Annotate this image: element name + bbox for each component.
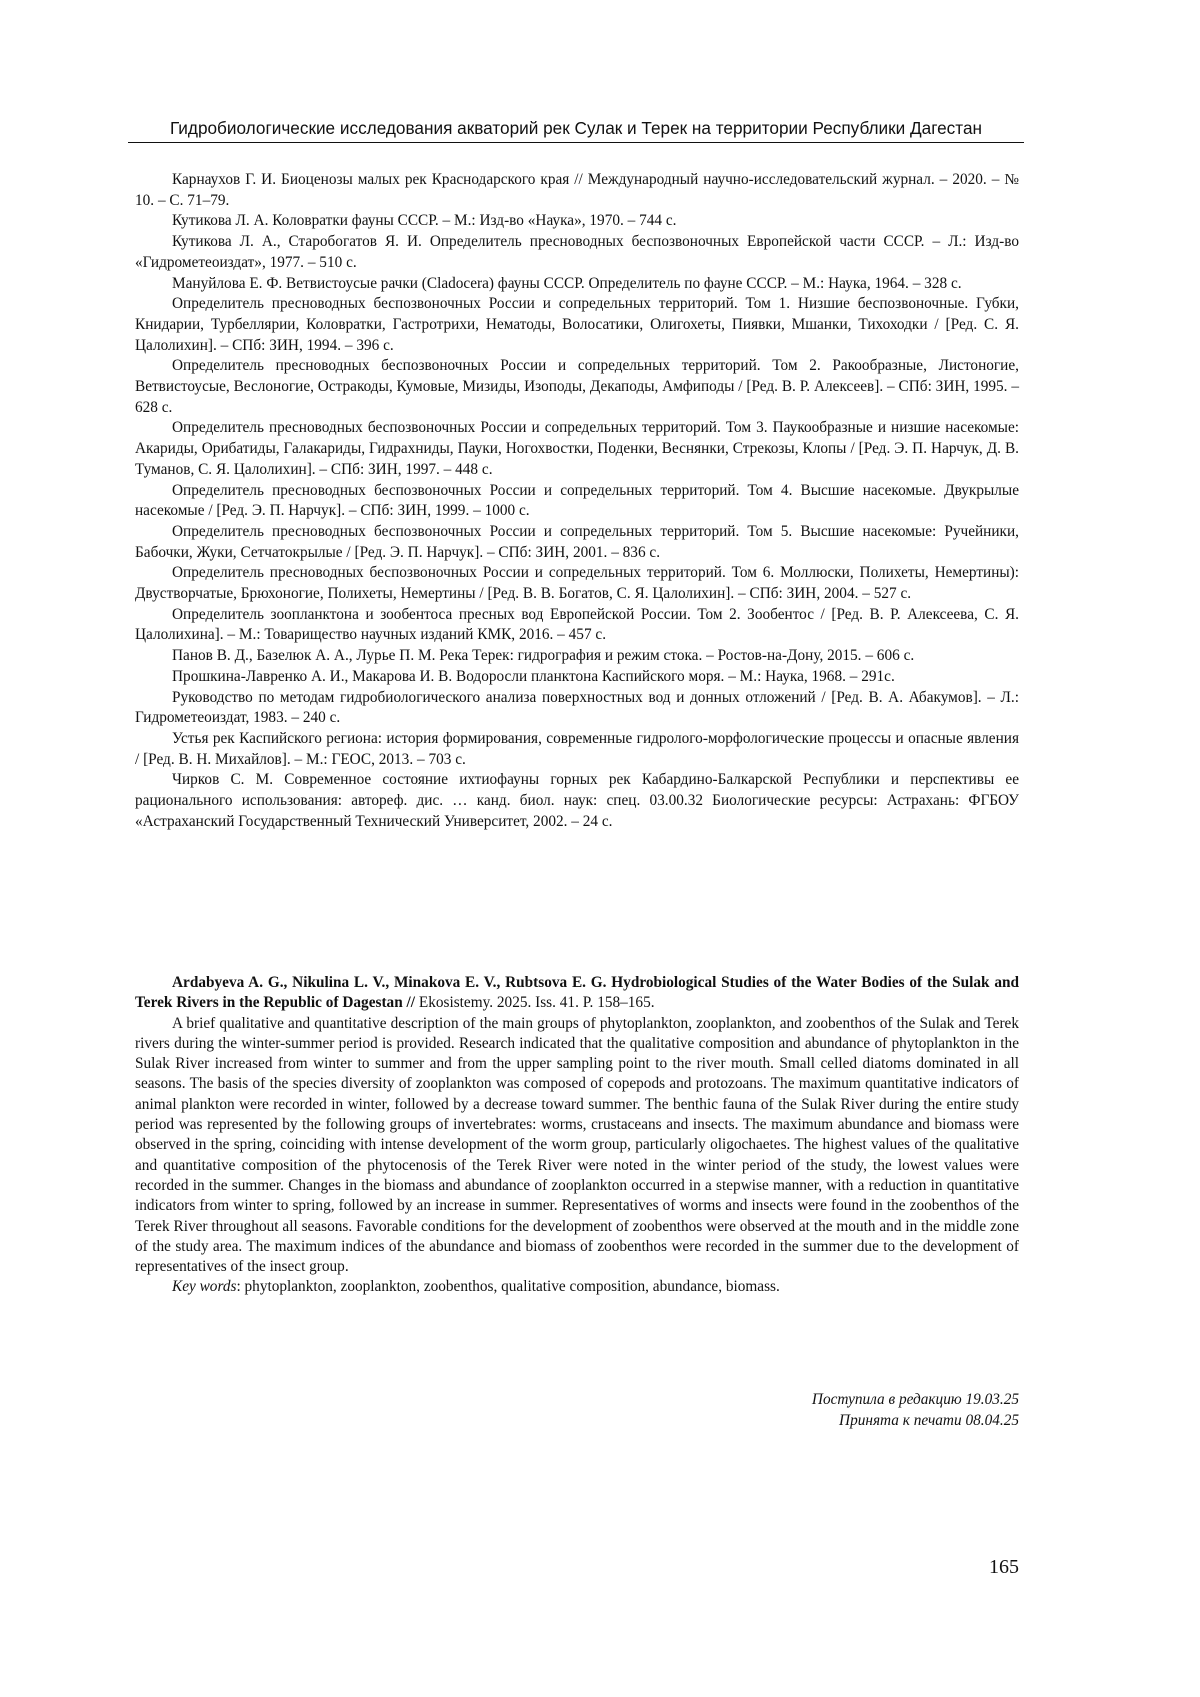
- reference-item: Карнаухов Г. И. Биоценозы малых рек Краснодарского края // Международный научно-исследовательский журнал. – 2020. – № 10. – С. 71–79.: [135, 171, 1019, 209]
- reference-item: Определитель пресноводных беспозвоночных России и сопредельных территорий. Том 6. Моллюски, Полихеты, Немертины): Двустворчатые, Брюхоногие, Полихеты, Немертины / [Ред. В. В. Богатов, С. Я. Цалолихин]. – СПб: ЗИН, 2004. – 527 с.: [135, 564, 1019, 603]
- reference-item: Мануйлова Е. Ф. Ветвистоусые рачки (Cladocera) фауны СССР. Определитель по фауне СССР. – М.: Наука, 1964. – 328 с.: [172, 274, 962, 292]
- abstract-keywords: [135, 1277, 1019, 1297]
- reference-list: [135, 170, 1019, 833]
- reference-item: Определитель пресноводных беспозвоночных России и сопредельных территорий. Том 5. Высшие насекомые: Ручейники, Бабочки, Жуки, Сетчатокрылые / [Ред. Э. П. Нарчук]. – СПб: ЗИН, 2001. – 836 с.: [135, 522, 1019, 561]
- reference-item: Руководство по методам гидробиологического анализа поверхностных вод и донных отложений / [Ред. В. А. Абакумов]. – Л.: Гидрометеоиздат, 1983. – 240 с.: [135, 688, 1019, 727]
- abstract-citation: [135, 973, 1019, 1014]
- reference-item: Чирков С. М. Современное состояние ихтиофауны горных рек Кабардино-Балкарской Республики и перспективы ее рационального использования: автореф. дис. … канд. биол. наук: спец. 03.00.32 Биологические ресурсы: Астрахань: ФГБОУ «Астраханский Государственный Технический Университет, 2002. – 24 с.: [135, 771, 1019, 830]
- keywords-list: : phytoplankton, zooplankton, zoobenthos, qualitative composition, abundance, biomass.: [236, 1278, 780, 1296]
- reference-item: Устья рек Каспийского региона: история формирования, современные гидролого-морфологические процессы и опасные явления / [Ред. В. Н. Михайлов]. – М.: ГЕОС, 2013. – 703 с.: [135, 729, 1019, 768]
- received-date: Поступила в редакцию 19.03.25: [811, 1391, 1019, 1408]
- reference-item: Кутикова Л. А., Старобогатов Я. И. Определитель пресноводных беспозвоночных Европейской части СССР. – Л.: Изд-во «Гидрометеоиздат», 1977. – 510 с.: [135, 233, 1019, 271]
- english-abstract: [135, 973, 1019, 1298]
- reference-item: Определитель зоопланктона и зообентоса пресных вод Европейской России. Том 2. Зообентос / [Ред. В. Р. Алексеева, С. Я. Цалолихина]. – М.: Товарищество научных изданий КМК, 2016. – 457 с.: [135, 605, 1019, 644]
- accepted-date: Принята к печати 08.04.25: [839, 1411, 1019, 1429]
- reference-item: Панов В. Д., Базелюк А. А., Лурье П. М. Река Терек: гидрография и режим стока. – Ростов-на-Дону, 2015. – 606 с.: [172, 647, 915, 665]
- reference-item: Определитель пресноводных беспозвоночных России и сопредельных территорий. Том 4. Высшие насекомые. Двукрылые насекомые / [Ред. Э. П. Нарчук]. – СПб: ЗИН, 1999. – 1000 с.: [135, 481, 1019, 520]
- reference-item: Кутикова Л. А. Коловратки фауны СССР. – М.: Изд-во «Наука», 1970. – 744 с.: [172, 212, 677, 230]
- submission-dates: [600, 1390, 1019, 1431]
- reference-item: Прошкина-Лавренко А. И., Макарова И. В. Водоросли планктона Каспийского моря. – М.: Наука, 1968. – 291с.: [172, 667, 895, 685]
- abstract-citation-source: Ekosistemy. 2025. Iss. 41. P. 158–165.: [415, 994, 655, 1012]
- abstract-citation-authors-title: Ardabyeva A. G., Nikulina L. V., Minakova E. V., Rubtsova E. G. Hydrobiological Studies of the Water Bodies of the Sulak and Terek Rivers in the Republic of Dagestan //: [135, 974, 1019, 1012]
- reference-item: Определитель пресноводных беспозвоночных России и сопредельных территорий. Том 2. Ракообразные, Листоногие, Ветвистоусые, Веслоногие, Остракоды, Кумовые, Мизиды, Изоподы, Декаподы, Амфиподы / [Ред. В. Р. Алексеев]. – СПб: ЗИН, 1995. – 628 с.: [135, 357, 1019, 416]
- page-number: 165: [989, 1556, 1019, 1578]
- running-header: Гидробиологические исследования акваторий рек Сулак и Терек на территории Республики Дагестан: [128, 117, 1024, 143]
- reference-item: Определитель пресноводных беспозвоночных России и сопредельных территорий. Том 3. Паукообразные и низшие насекомые: Акариды, Орибатиды, Галакариды, Гидрахниды, Пауки, Ногохвостки, Поденки, Веснянки, Стрекозы, Клопы / [Ред. Э. П. Нарчук, Д. В. Туманов, С. Я. Цалолихин]. – СПб: ЗИН, 1997. – 448 с.: [135, 419, 1019, 478]
- abstract-text: A brief qualitative and quantitative description of the main groups of phytoplankton, zooplankton, and zoobenthos of the Sulak and Terek rivers during the winter-summer period is provided. Research indicated that the qualitative composition and abundance of phytoplankton in the Sulak River increased from winter to summer and from the upper sampling point to the river mouth. Small celled diatoms dominated in all seasons. The basis of the species diversity of zooplankton was composed of copepods and protozoans. The maximum quantitative indicators of animal plankton were recorded in winter, followed by a decrease toward summer. The benthic fauna of the Sulak River during the entire study period was represented by the following groups of invertebrates: worms, crustaceans and insects. The maximum abundance and biomass were observed in the spring, coinciding with intense development of the worm group, particularly oligochaetes. The highest values of the qualitative and quantitative composition of the phytocenosis of the Terek River were noted in the winter period of the study, the lowest values were recorded in the summer. Changes in the biomass and abundance of zooplankton occurred in a stepwise manner, with a reduction in quantitative indicators from winter to spring, followed by an increase in summer. Representatives of worms and insects were found in the zoobenthos of the Terek River throughout all seasons. Favorable conditions for the development of zoobenthos were observed at the mouth and in the middle zone of the study area. The maximum indices of the abundance and biomass of zoobenthos were recorded in the summer due to the development of representatives of the insect group.: [135, 1014, 1019, 1276]
- reference-item: Определитель пресноводных беспозвоночных России и сопредельных территорий. Том 1. Низшие беспозвоночные. Губки, Книдарии, Турбеллярии, Коловратки, Гастротрихи, Нематоды, Волосатики, Олигохеты, Пиявки, Мшанки, Тихоходки / [Ред. С. Я. Цалолихин]. – СПб: ЗИН, 1994. – 396 с.: [135, 295, 1019, 354]
- keywords-label: Key words: [172, 1278, 237, 1296]
